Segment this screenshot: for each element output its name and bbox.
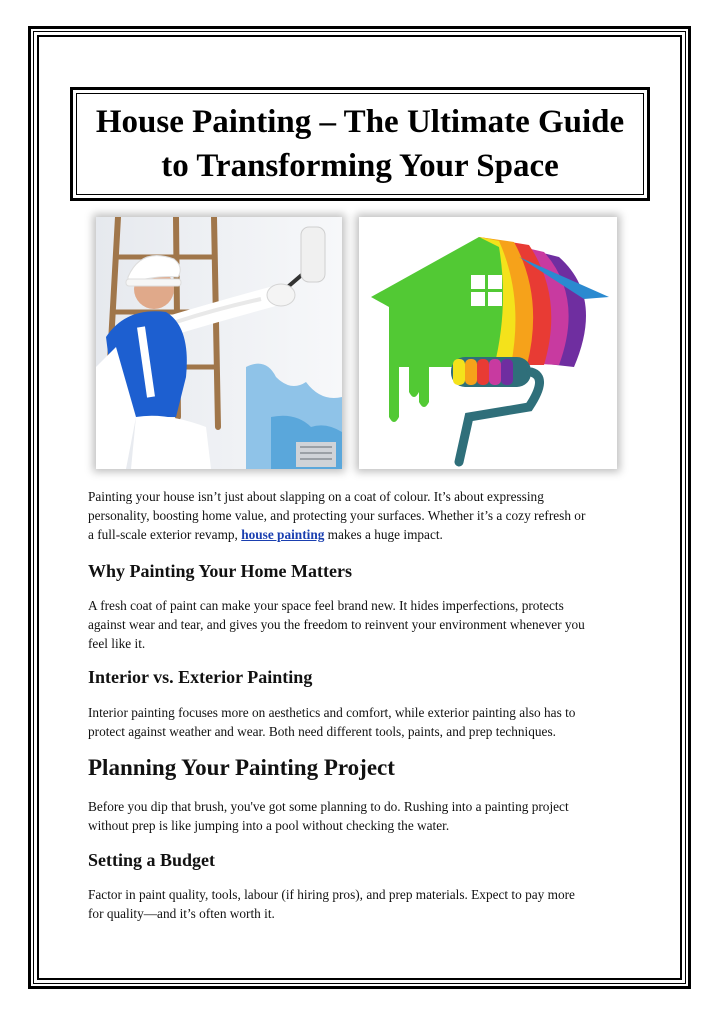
- planning-paragraph: [88, 797, 636, 835]
- planning-section: [88, 755, 636, 781]
- title-box: [76, 93, 644, 195]
- budget-line-1: Factor in paint quality, tools, labour (if hiring pros), and prep materials. Expect to pay more: [88, 887, 575, 902]
- budget-line-2: for quality—and it’s often worth it.: [88, 906, 275, 921]
- title-line-1: House Painting – The Ultimate Guide: [95, 104, 625, 140]
- intro-line-3-end: makes a huge impact.: [324, 527, 443, 542]
- painter-image: [96, 217, 342, 469]
- intro-line-2: personality, boosting home value, and protecting your surfaces. Whether it’s a cozy refresh or: [88, 508, 586, 523]
- planning-line-1: Before you dip that brush, you've got some planning to do. Rushing into a painting project: [88, 799, 569, 814]
- planning-line-2: without prep is like jumping into a pool without checking the water.: [88, 818, 450, 833]
- intro-line-1: Painting your house isn’t just about slapping on a coat of colour. It’s about expressing: [88, 489, 544, 504]
- budget-paragraph: [88, 885, 636, 923]
- why-line-2: against wear and tear, and gives you the freedom to reinvent your environment whenever you: [88, 617, 585, 632]
- why-section: [88, 561, 636, 582]
- budget-heading: Setting a Budget: [88, 850, 216, 870]
- why-paragraph: [88, 596, 636, 653]
- why-line-1: A fresh coat of paint can make your space feel brand new. It hides imperfections, protects: [88, 598, 564, 613]
- intro-paragraph: [88, 487, 636, 544]
- why-heading: Why Painting Your Home Matters: [88, 561, 352, 581]
- painter-illustration: [96, 217, 342, 469]
- interior-section: [88, 667, 636, 688]
- intro-line-3-start: a full-scale exterior revamp,: [88, 527, 242, 542]
- intro-line-3: [88, 525, 636, 544]
- interior-line-1: Interior painting focuses more on aesthetics and comfort, while exterior painting also has to: [88, 705, 576, 720]
- budget-section: [88, 850, 636, 871]
- house-logo-image: [359, 217, 617, 469]
- why-line-3: feel like it.: [88, 636, 146, 651]
- interior-line-2: protect against weather and wear. Both need different tools, paints, and prep techniques.: [88, 724, 556, 739]
- title-line-2: to Transforming Your Space: [161, 148, 559, 184]
- house-logo-illustration: [359, 217, 617, 469]
- interior-heading: Interior vs. Exterior Painting: [88, 667, 313, 687]
- house-painting-link[interactable]: house painting: [241, 527, 325, 542]
- interior-paragraph: [88, 703, 636, 741]
- planning-heading: Planning Your Painting Project: [88, 755, 395, 780]
